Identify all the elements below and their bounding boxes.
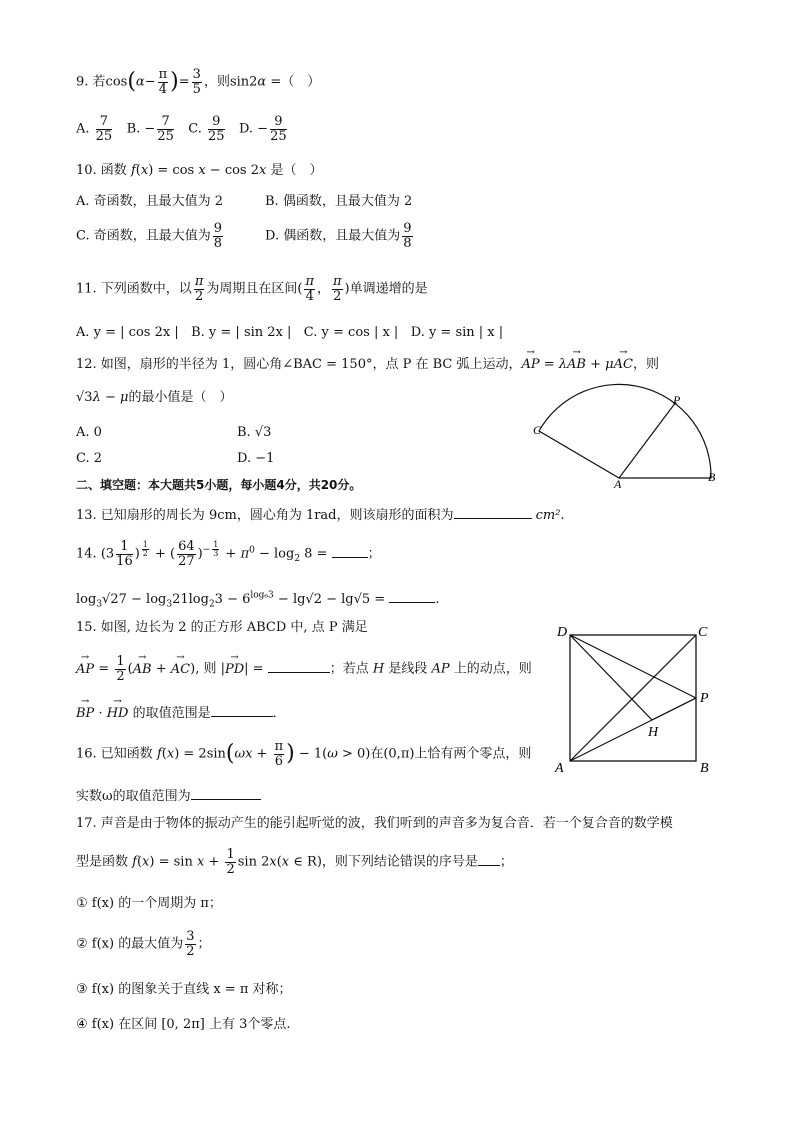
q10-option-d: D. 偶函数，且最大值为 $\frac{9}{8}$ xyxy=(265,221,412,251)
q11-options: A. y = | cos 2x | B. y = | sin 2x | C. y = cos | x | D. y = sin | x | xyxy=(76,325,504,340)
q12-option-d: D. −1 xyxy=(237,451,275,466)
q15-line3: → BP · → HD 的取值范围是 ． xyxy=(76,704,286,722)
label-c2: C xyxy=(698,625,708,640)
sector-figure xyxy=(530,380,730,490)
label-c: C xyxy=(533,423,542,437)
q9-stem: 9. 若cos(α− $\frac{\pi}{4}$ )= $\frac{3}{5}$ ，则sin2α =（ ） xyxy=(76,67,321,97)
q14-line1: 14. (3 $\frac{1}{16}$ ) $^{\frac{1}{2}}$ + ( $\frac{64}{27}$ )$^{- \frac{1}{3}}$ + $\pi^0 - \log_2 8$ = ； xyxy=(76,539,381,569)
q17-item-4: ④ f(x) 在区间 [0, 2π] 上有 3个零点. xyxy=(76,1017,291,1032)
q10-option-a: A. 奇函数，且最大值为 2 xyxy=(76,194,224,209)
q17-line1: 17. 声音是由于物体的振动产生的能引起听觉的波，我们听到的声音多为复合音．若一个复合音的数学模 xyxy=(76,816,673,831)
q14-line2: $\log_3√27 - \log_321\log_23 - 6^{log_63} - \lg√2 - \lg√5$ = . xyxy=(76,590,440,610)
q17-item-1: ① f(x) 的一个周期为 π； xyxy=(76,896,222,911)
label-p2: P xyxy=(700,691,709,706)
q10-stem: 10. 函数 f(x) = cos x − cos 2x 是（ ） xyxy=(76,163,323,178)
q15-line1: 15. 如图, 边长为 2 的正方形 ABCD 中, 点 P 满足 xyxy=(76,620,368,635)
label-h: H xyxy=(648,725,659,740)
label-b: B xyxy=(708,470,716,484)
q12-stem: 12. 如图，扇形的半径为 1，圆心角∠BAC = 150°，点 P 在 BC 弧上运动，→ AP = λ→ AB + μ→ AC，则 xyxy=(76,357,659,373)
q12-option-b: B. √3 xyxy=(237,425,272,440)
q10-option-b: B. 偶函数，且最大值为 2 xyxy=(265,194,413,209)
q10-option-c: C. 奇函数，且最大值为 $\frac{9}{8}$ xyxy=(76,221,223,251)
label-d: D xyxy=(557,625,568,640)
label-a2: A xyxy=(555,761,564,776)
q17-item-2: ② f(x) 的最大值为 $\frac{3}{2}$ ； xyxy=(76,929,211,959)
q12-option-a: A. 0 xyxy=(76,425,102,440)
q16-line1: 16. 已知函数 f(x) = 2sin(ωx + $\frac{\pi}{6}$ ) − 1(ω > 0)在(0,π)上恰有两个零点，则 xyxy=(76,739,532,769)
q13: 13. 已知扇形的周长为 9cm，圆心角为 1rad，则该扇形的面积为 cm². xyxy=(76,508,565,523)
q15-line2: → AP = $\frac{1}{2}$ (→ AB + → AC), 则 |→ PD| = ；若点 H 是线段 AP 上的动点，则 xyxy=(76,655,532,683)
q12-option-c: C. 2 xyxy=(76,451,103,466)
square-figure xyxy=(552,620,722,780)
q17-line2: 型是函数 f(x) = sin x + $\frac{1}{2}$ sin 2x(x ∈ R)，则下列结论错误的序号是 ； xyxy=(76,847,513,877)
q16-line2: 实数ω的取值范围为 xyxy=(76,787,261,805)
q17-item-3: ③ f(x) 的图象关于直线 x = π 对称； xyxy=(76,982,292,997)
q11-stem: 11. 下列函数中，以 $\frac{\pi}{2}$ 为周期且在区间( $\frac{\pi}{4}$ ， $\frac{\pi}{2}$ )单调递增的是 xyxy=(76,274,428,304)
label-b2: B xyxy=(700,761,709,776)
label-a: A xyxy=(614,477,622,490)
q12-stem-2: √3λ − μ的最小值是（ ） xyxy=(76,390,233,405)
q9-options: A. $\frac{7}{25}$ B. − $\frac{7}{25}$ C. $\frac{9}{25}$ D. − $\frac{9}{25}$ xyxy=(76,114,287,144)
section-2-heading: 二、填空题：本大题共5小题，每小题4分，共20分。 xyxy=(76,478,362,492)
label-p: P xyxy=(673,393,681,407)
